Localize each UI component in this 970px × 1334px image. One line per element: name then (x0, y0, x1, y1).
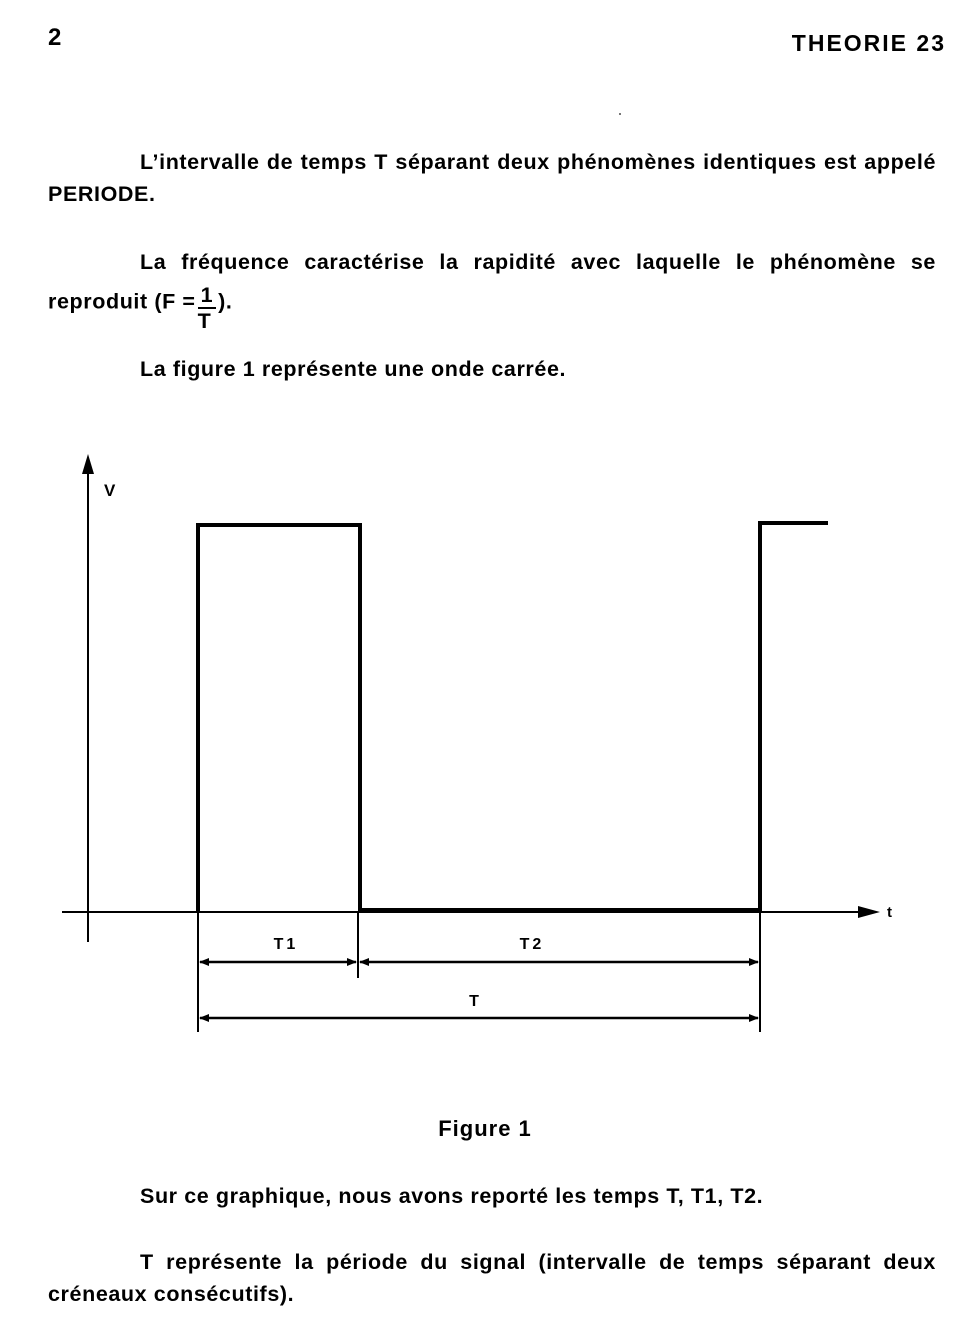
paragraph-periode-text: L’intervalle de temps T séparant deux phénomènes identiques est appelé PERIODE. (48, 150, 936, 206)
square-wave-signal (198, 523, 828, 911)
fraction-one-over-t (198, 283, 217, 333)
paragraph-times (48, 1180, 936, 1212)
dimension-label-t: T (469, 993, 479, 1010)
y-axis-label: V (104, 481, 116, 500)
paragraph-figure-intro-text: La figure 1 représente une onde carrée. (140, 357, 567, 381)
paragraph-periode (48, 146, 936, 210)
x-axis-arrow (858, 906, 880, 918)
paragraph-period-def (48, 1246, 936, 1310)
fraction-denominator: T (197, 309, 212, 333)
dimension-label-t1: T1 (273, 936, 299, 953)
stray-mark (619, 113, 621, 115)
page-number: 2 (48, 24, 62, 51)
paragraph-times-text: Sur ce graphique, nous avons reporté les temps T, T1, T2. (140, 1184, 764, 1208)
running-head: THEORIE 23 (791, 30, 946, 56)
figure-caption: Figure 1 (438, 1116, 532, 1141)
paragraph-period-def-text: T représente la période du signal (intervalle de temps séparant deux créneaux consécutifs). (48, 1250, 936, 1306)
x-axis-label: t (887, 904, 892, 921)
paragraph-figure-intro (48, 353, 936, 385)
paragraph-frequence-end: ). (218, 289, 233, 314)
square-wave-figure (0, 440, 970, 1060)
paragraph-frequence (48, 246, 936, 333)
paragraph-frequence-text: La fréquence caractérise la rapidité avec laquelle le phénomène se reproduit (F = (48, 250, 936, 314)
y-axis-arrow (82, 454, 94, 474)
dimension-label-t2: T2 (519, 936, 545, 953)
fraction-numerator: 1 (198, 283, 217, 309)
